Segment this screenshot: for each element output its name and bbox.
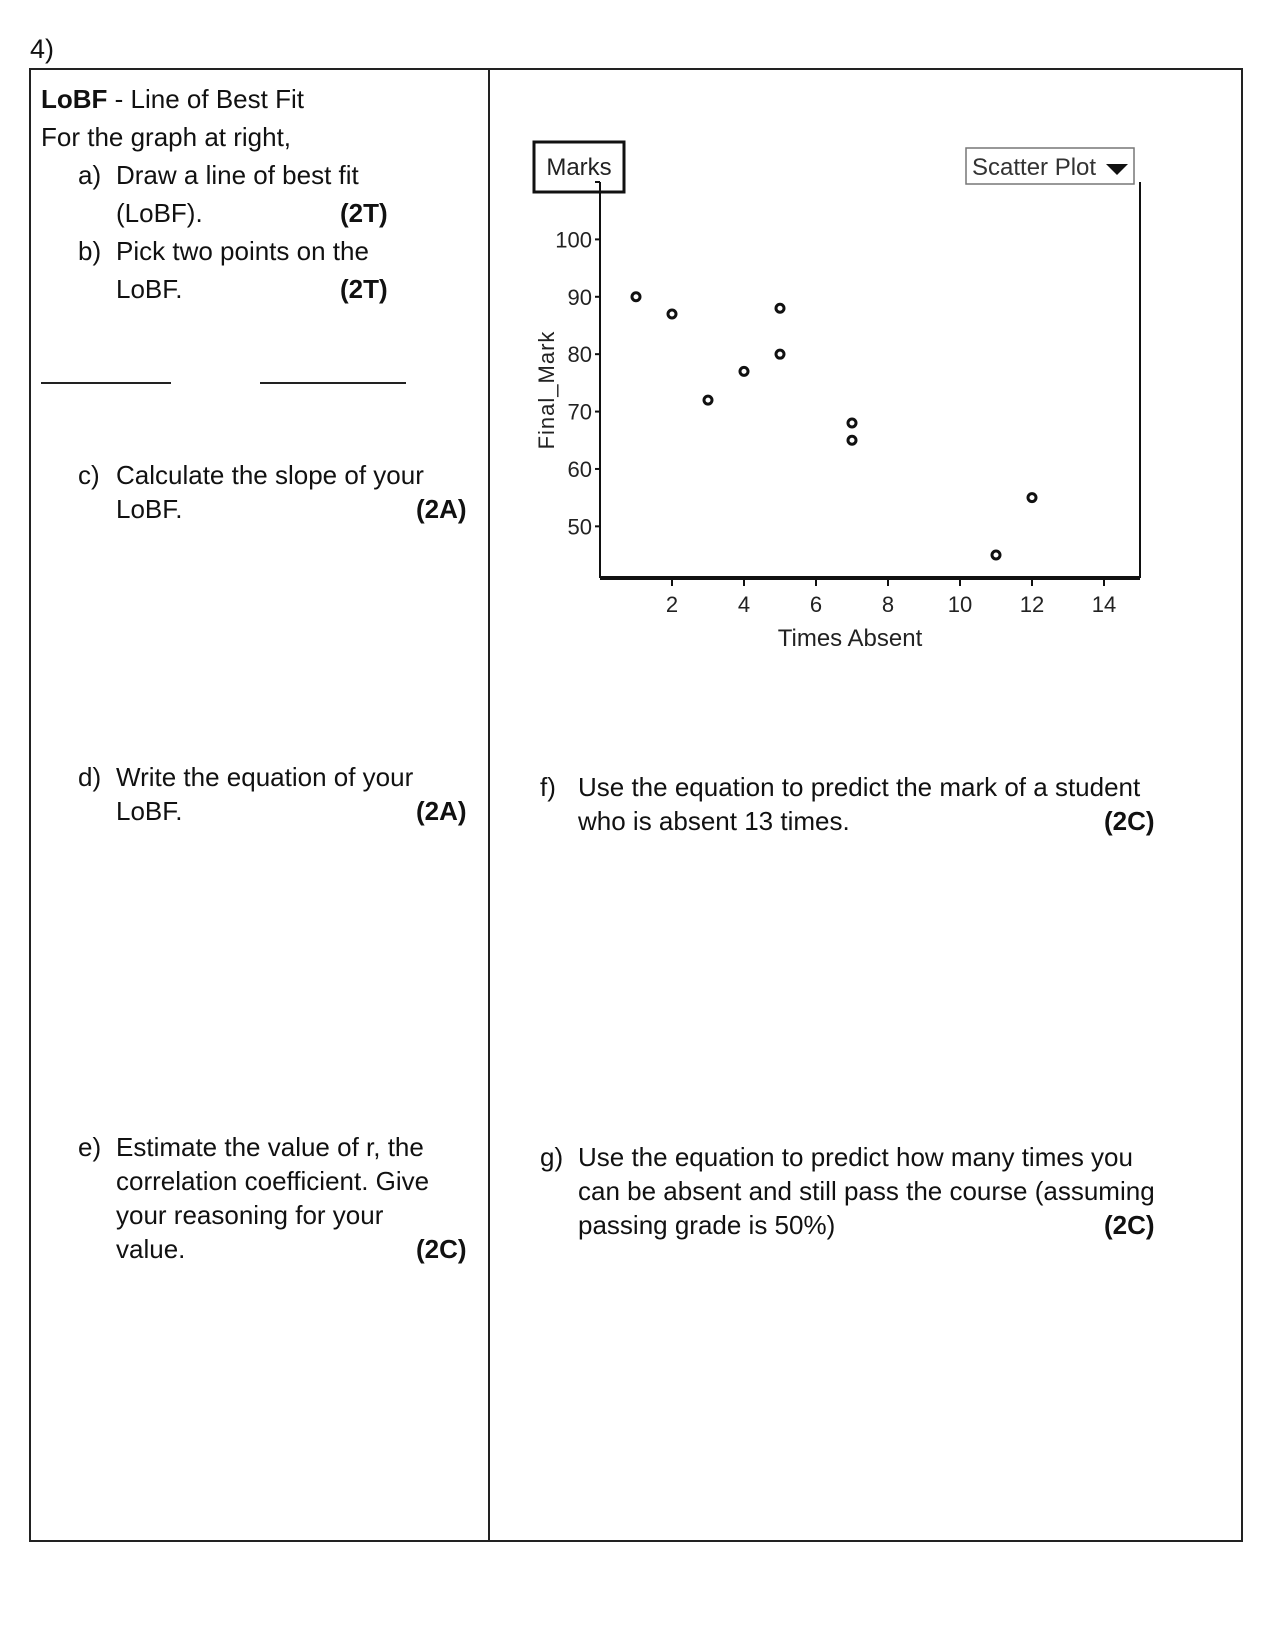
part-g-line2: can be absent and still pass the course (assuming — [578, 1176, 1155, 1206]
part-d-line2: LoBF. — [116, 796, 183, 826]
y-tick-label: 60 — [567, 456, 592, 482]
part-e-line1 — [78, 1130, 424, 1164]
answer-blank-point-1[interactable] — [41, 382, 171, 384]
part-g-label: g) — [540, 1142, 564, 1172]
part-b-text: Pick two points on the — [116, 236, 369, 266]
data-point — [704, 396, 712, 404]
part-d-text: Write the equation of your — [116, 762, 414, 792]
x-tick-label: 14 — [1091, 592, 1117, 617]
section-title — [41, 82, 304, 116]
data-point — [776, 304, 784, 312]
data-point — [848, 436, 856, 444]
data-point — [992, 551, 1000, 559]
data-point — [848, 419, 856, 427]
part-f-text: Use the equation to predict the mark of a student — [578, 772, 1141, 802]
part-e-line4: value. — [116, 1234, 186, 1264]
data-point — [740, 367, 748, 375]
x-tick-label: 2 — [665, 592, 679, 617]
part-g-text: Use the equation to predict how many times you — [578, 1142, 1133, 1172]
part-c-marks: (2A) — [416, 494, 467, 524]
column-divider — [488, 68, 490, 1542]
part-c-line2: LoBF. — [116, 494, 183, 524]
title-rest: - Line of Best Fit — [107, 84, 304, 114]
part-e-label: e) — [78, 1132, 102, 1162]
part-c-label: c) — [78, 460, 100, 490]
x-tick-label: 6 — [809, 592, 823, 617]
plot-type-dropdown-label: Scatter Plot — [972, 154, 1097, 181]
x-tick-label: 10 — [947, 592, 973, 617]
intro-text: For the graph at right, — [41, 122, 292, 152]
part-a-label: a) — [78, 160, 102, 190]
part-e-marks: (2C) — [416, 1234, 467, 1264]
answer-blank-point-2[interactable] — [260, 382, 406, 384]
y-tick-label: 100 — [555, 227, 592, 253]
y-tick-label: 70 — [567, 399, 592, 425]
part-e-line2: correlation coefficient. Give — [116, 1166, 430, 1196]
data-point — [668, 310, 676, 318]
part-a-marks: (2T) — [340, 198, 388, 228]
y-tick-label: 50 — [567, 514, 592, 540]
part-f-line2: who is absent 13 times. — [578, 806, 850, 836]
x-tick-label: 4 — [737, 592, 751, 617]
part-b-marks: (2T) — [340, 274, 388, 304]
part-e-line3: your reasoning for your — [116, 1200, 384, 1230]
part-c-line1 — [78, 458, 424, 492]
part-a-text: Draw a line of best fit — [116, 160, 359, 190]
chart-title: Marks — [546, 154, 612, 181]
part-f-label: f) — [540, 772, 556, 802]
data-point — [776, 350, 784, 358]
data-point — [1028, 494, 1036, 502]
x-tick-label: 12 — [1019, 592, 1045, 617]
scatter-plot — [530, 138, 1230, 698]
y-tick-label: 80 — [567, 342, 592, 368]
part-g-line3: passing grade is 50%) — [578, 1210, 836, 1240]
x-axis-label: Times Absent — [777, 625, 923, 652]
part-g-marks: (2C) — [1104, 1210, 1155, 1240]
part-f-marks: (2C) — [1104, 806, 1155, 836]
part-d-marks: (2A) — [416, 796, 467, 826]
part-b-line2: LoBF. — [116, 274, 183, 304]
part-b-label: b) — [78, 236, 102, 266]
part-c-text: Calculate the slope of your — [116, 460, 424, 490]
part-d-label: d) — [78, 762, 102, 792]
part-f-line1 — [540, 770, 1140, 804]
part-b-line1 — [78, 234, 369, 268]
title-bold: LoBF — [41, 84, 108, 114]
question-number: 4) — [30, 34, 55, 64]
y-axis-label: Final_Mark — [534, 330, 559, 450]
part-a-line2: (LoBF). — [116, 198, 203, 228]
data-point — [632, 293, 640, 301]
x-tick-label: 8 — [881, 592, 895, 617]
part-a-line1 — [78, 158, 359, 192]
part-e-text: Estimate the value of r, the — [116, 1132, 424, 1162]
y-tick-label: 90 — [567, 284, 592, 310]
part-d-line1 — [78, 760, 413, 794]
part-g-line1 — [540, 1140, 1133, 1174]
